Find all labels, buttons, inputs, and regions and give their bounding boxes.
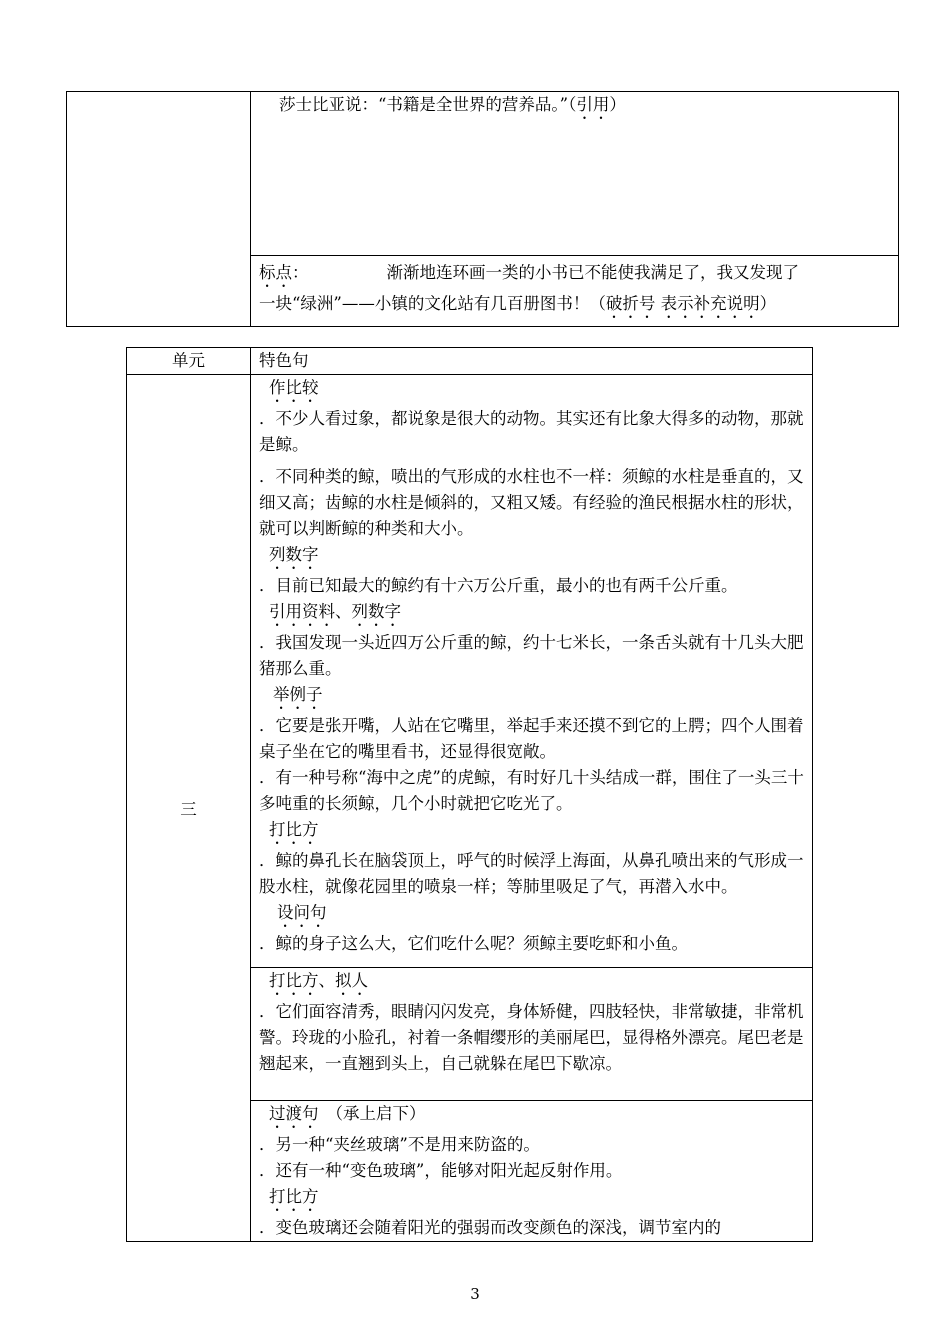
- header-sentences: 特色句: [251, 348, 813, 375]
- unit-value: 三: [127, 375, 251, 1242]
- sentence-cell-3: [251, 1101, 813, 1242]
- sentence-cell-1: [251, 375, 813, 968]
- punct-method: 破折号 表示补充说明: [605, 294, 760, 314]
- sentence: ．还有一种“变色玻璃”，能够对阳光起反射作用。: [259, 1161, 623, 1180]
- sentence-cell-2: [251, 968, 813, 1101]
- punct-line-2: 一块“绿洲”——小镇的文化站有几百册图书！（破折号 表示补充说明）: [259, 294, 777, 314]
- punct-label: 标点: [259, 263, 292, 283]
- sentence: ．不少人看过象，都说象是很大的动物。其实还有比象大得多的动物，那就是鲸。: [259, 409, 804, 454]
- punct-line-1: 标点： 渐渐地连环画一类的小书已不能使我满足了，我又发现了: [259, 263, 799, 283]
- sentence: ．变色玻璃还会随着阳光的强弱而改变颜色的深浅，调节室内的: [259, 1218, 721, 1237]
- method-heading: 过渡句: [269, 1104, 319, 1123]
- top-left-cell: [67, 92, 251, 327]
- sentence: ．它要是张开嘴，人站在它嘴里，举起手来还摸不到它的上腭；四个人围着桌子坐在它的嘴里看书，还显得很宽敞。: [259, 716, 804, 761]
- page-number: 3: [470, 1285, 480, 1303]
- sentence: ．鲸的身子这么大，它们吃什么呢？须鲸主要吃虾和小鱼。: [259, 934, 688, 953]
- sentence: ．不同种类的鲸，喷出的气形成的水柱也不一样：须鲸的水柱是垂直的，又细又高；齿鲸的水柱是倾斜的，又粗又矮。有经验的渔民根据水柱的形状，就可以判断鲸的种类和大小。: [259, 467, 804, 538]
- method-heading: 引用资料、列数字: [269, 602, 401, 621]
- method-heading: 打比方: [269, 1187, 319, 1206]
- sentence: ．另一种“夹丝玻璃”不是用来防盗的。: [259, 1135, 540, 1154]
- method-heading: 打比方: [269, 820, 319, 839]
- sentence: ．有一种号称“海中之虎”的虎鲸，有时好几十头结成一群，围住了一头三十多吨重的长须鲸，几个小时就把它吃光了。: [259, 768, 804, 813]
- method-heading: 列数字: [269, 545, 319, 564]
- sentence: ．我国发现一头近四万公斤重的鲸，约十七米长，一条舌头就有十几头大肥猪那么重。: [259, 633, 804, 678]
- quote-line: 莎士比亚说：“书籍是全世界的营养品。”（引用）: [279, 95, 626, 114]
- punct-cell: [251, 256, 899, 327]
- sentence: ．它们面容清秀，眼睛闪闪发亮，身体矫健，四肢轻快，非常敏捷，非常机警。玲珑的小脸孔，衬着一条帽缨形的美丽尾巴，显得格外漂亮。尾巴老是翘起来，一直翘到头上，自己就躲在尾巴下歇凉。: [259, 1002, 804, 1073]
- sentence-table: [126, 347, 813, 1242]
- method-heading: 设问句: [277, 903, 327, 922]
- method-note: （承上启下）: [326, 1104, 426, 1123]
- sentence: ．目前已知最大的鲸约有十六万公斤重，最小的也有两千公斤重。: [259, 576, 738, 595]
- header-unit: 单元: [127, 348, 251, 375]
- method-heading: 打比方、拟人: [269, 971, 368, 990]
- quote-cell: [251, 92, 899, 256]
- method-heading: 作比较: [269, 378, 319, 397]
- method-heading: 举例子: [273, 685, 323, 704]
- sentence: ．鲸的鼻孔长在脑袋顶上，呼气的时候浮上海面，从鼻孔喷出来的气形成一股水柱，就像花园里的喷泉一样；等肺里吸足了气，再潜入水中。: [259, 851, 804, 896]
- quote-method: 引用: [576, 95, 610, 114]
- top-table: [66, 91, 899, 327]
